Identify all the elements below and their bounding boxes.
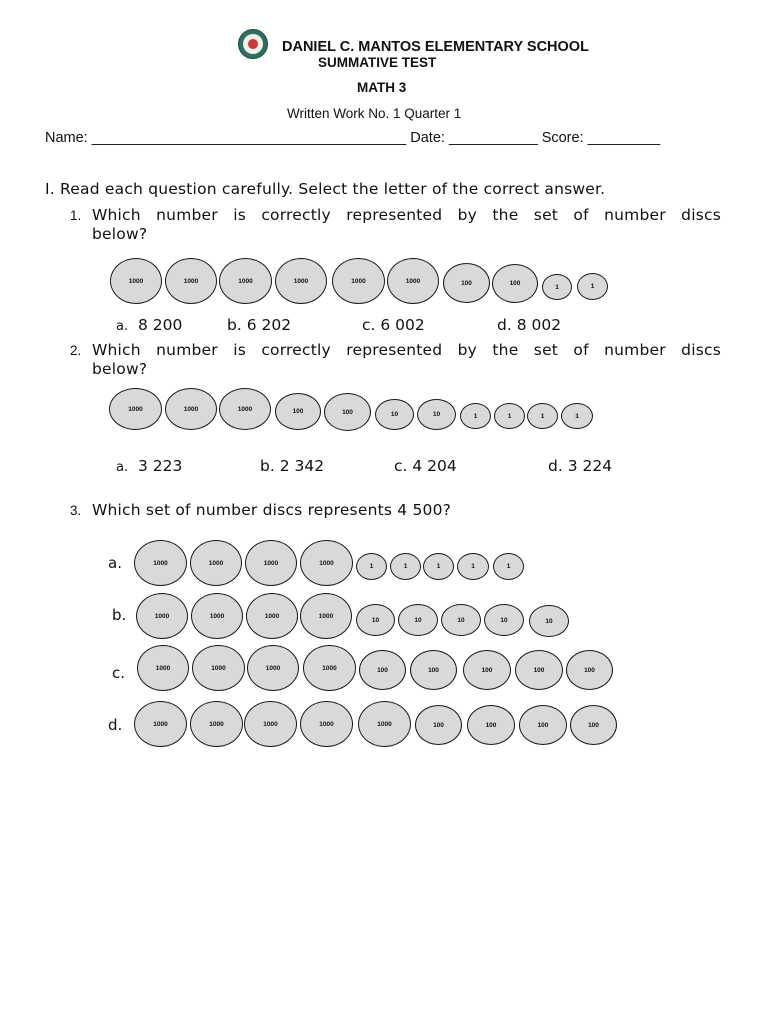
number-disc-1000: 1000 — [244, 701, 297, 747]
question-1-line1: Which number is correctly represented by the set of number discs — [92, 206, 721, 224]
q2-choice-c[interactable]: c. 4 204 — [394, 457, 457, 475]
number-disc-1: 1 — [390, 553, 421, 580]
number-disc-100: 100 — [443, 263, 490, 303]
choice-text: 8 200 — [137, 316, 183, 334]
q3-option-d-label[interactable]: d. — [108, 716, 123, 734]
number-disc-100: 100 — [566, 650, 613, 690]
question-3-text: Which set of number discs represents 4 500? — [92, 501, 452, 519]
choice-letter: a. — [116, 319, 129, 334]
number-disc-100: 100 — [324, 393, 371, 431]
question-2-line2: below? — [92, 360, 148, 378]
number-disc-1: 1 — [542, 274, 572, 300]
number-disc-1: 1 — [494, 403, 525, 429]
number-disc-100: 100 — [415, 705, 462, 745]
number-disc-1000: 1000 — [300, 701, 353, 747]
number-disc-1000: 1000 — [303, 645, 356, 691]
number-disc-1000: 1000 — [275, 258, 327, 304]
test-type: SUMMATIVE TEST — [318, 55, 437, 70]
number-disc-10: 10 — [375, 399, 414, 430]
q2-choice-b[interactable]: b. 2 342 — [260, 457, 325, 475]
question-number: 2. — [70, 343, 82, 358]
number-disc-1000: 1000 — [358, 701, 411, 747]
number-disc-1: 1 — [356, 553, 387, 580]
number-disc-100: 100 — [359, 650, 406, 690]
number-disc-1000: 1000 — [109, 388, 162, 430]
q2-choice-d[interactable]: d. 3 224 — [548, 457, 613, 475]
question-number: 1. — [70, 208, 82, 223]
number-disc-100: 100 — [467, 705, 515, 745]
number-disc-1000: 1000 — [190, 540, 242, 586]
number-disc-1000: 1000 — [245, 540, 297, 586]
question-number: 3. — [70, 503, 82, 518]
number-disc-1: 1 — [527, 403, 558, 429]
number-disc-100: 100 — [275, 393, 321, 430]
number-disc-1000: 1000 — [300, 593, 352, 639]
q2-choice-a[interactable] — [116, 457, 182, 475]
number-disc-10: 10 — [441, 604, 481, 636]
number-disc-1000: 1000 — [165, 388, 217, 430]
number-disc-1000: 1000 — [165, 258, 217, 304]
written-work-line: Written Work No. 1 Quarter 1 — [287, 106, 462, 121]
number-disc-10: 10 — [417, 399, 456, 430]
number-disc-100: 100 — [515, 650, 563, 690]
number-disc-1000: 1000 — [134, 701, 187, 747]
number-disc-1000: 1000 — [110, 258, 162, 304]
question-2-line1: Which number is correctly represented by the set of number discs — [92, 341, 721, 359]
number-disc-100: 100 — [519, 705, 567, 745]
number-disc-1000: 1000 — [191, 593, 243, 639]
number-disc-1000: 1000 — [219, 258, 272, 304]
q1-choice-a[interactable] — [116, 316, 182, 334]
number-disc-1000: 1000 — [247, 645, 299, 691]
number-disc-1000: 1000 — [387, 258, 439, 304]
q3-option-c-label[interactable]: c. — [112, 664, 126, 682]
number-disc-1000: 1000 — [300, 540, 353, 586]
number-disc-100: 100 — [570, 705, 617, 745]
number-disc-10: 10 — [529, 605, 569, 637]
number-disc-10: 10 — [356, 604, 395, 636]
number-disc-1000: 1000 — [190, 701, 243, 747]
q3-option-a-label[interactable]: a. — [108, 554, 122, 572]
number-disc-1: 1 — [423, 553, 454, 580]
number-disc-1: 1 — [460, 403, 491, 429]
number-disc-1000: 1000 — [136, 593, 188, 639]
q3-option-b-label[interactable]: b. — [112, 606, 127, 624]
number-disc-100: 100 — [463, 650, 511, 690]
number-disc-10: 10 — [484, 604, 524, 636]
name-date-score-line: Name: _______________________________________ Date: ___________ Score: _________ — [45, 130, 661, 146]
question-1-line2: below? — [92, 225, 148, 243]
number-disc-1: 1 — [577, 273, 608, 300]
number-disc-1000: 1000 — [134, 540, 187, 586]
number-disc-1: 1 — [561, 403, 593, 429]
number-disc-1000: 1000 — [192, 645, 245, 691]
number-disc-100: 100 — [492, 264, 538, 303]
choice-letter: a. — [116, 460, 129, 475]
q1-choice-d[interactable]: d. 8 002 — [497, 316, 562, 334]
number-disc-1000: 1000 — [219, 388, 271, 430]
choice-text: 3 223 — [137, 457, 183, 475]
subject-title: MATH 3 — [357, 80, 407, 95]
number-disc-100: 100 — [410, 650, 457, 690]
q1-choice-b[interactable]: b. 6 202 — [227, 316, 292, 334]
number-disc-1: 1 — [493, 553, 524, 580]
number-disc-1000: 1000 — [332, 258, 385, 304]
q1-choice-c[interactable]: c. 6 002 — [362, 316, 425, 334]
number-disc-10: 10 — [398, 604, 438, 636]
number-disc-1: 1 — [457, 553, 489, 580]
school-seal-logo — [238, 29, 268, 59]
school-name: DANIEL C. MANTOS ELEMENTARY SCHOOL — [282, 39, 589, 55]
instructions: I. Read each question carefully. Select the letter of the correct answer. — [45, 180, 606, 198]
number-disc-1000: 1000 — [246, 593, 298, 639]
number-disc-1000: 1000 — [137, 645, 189, 691]
